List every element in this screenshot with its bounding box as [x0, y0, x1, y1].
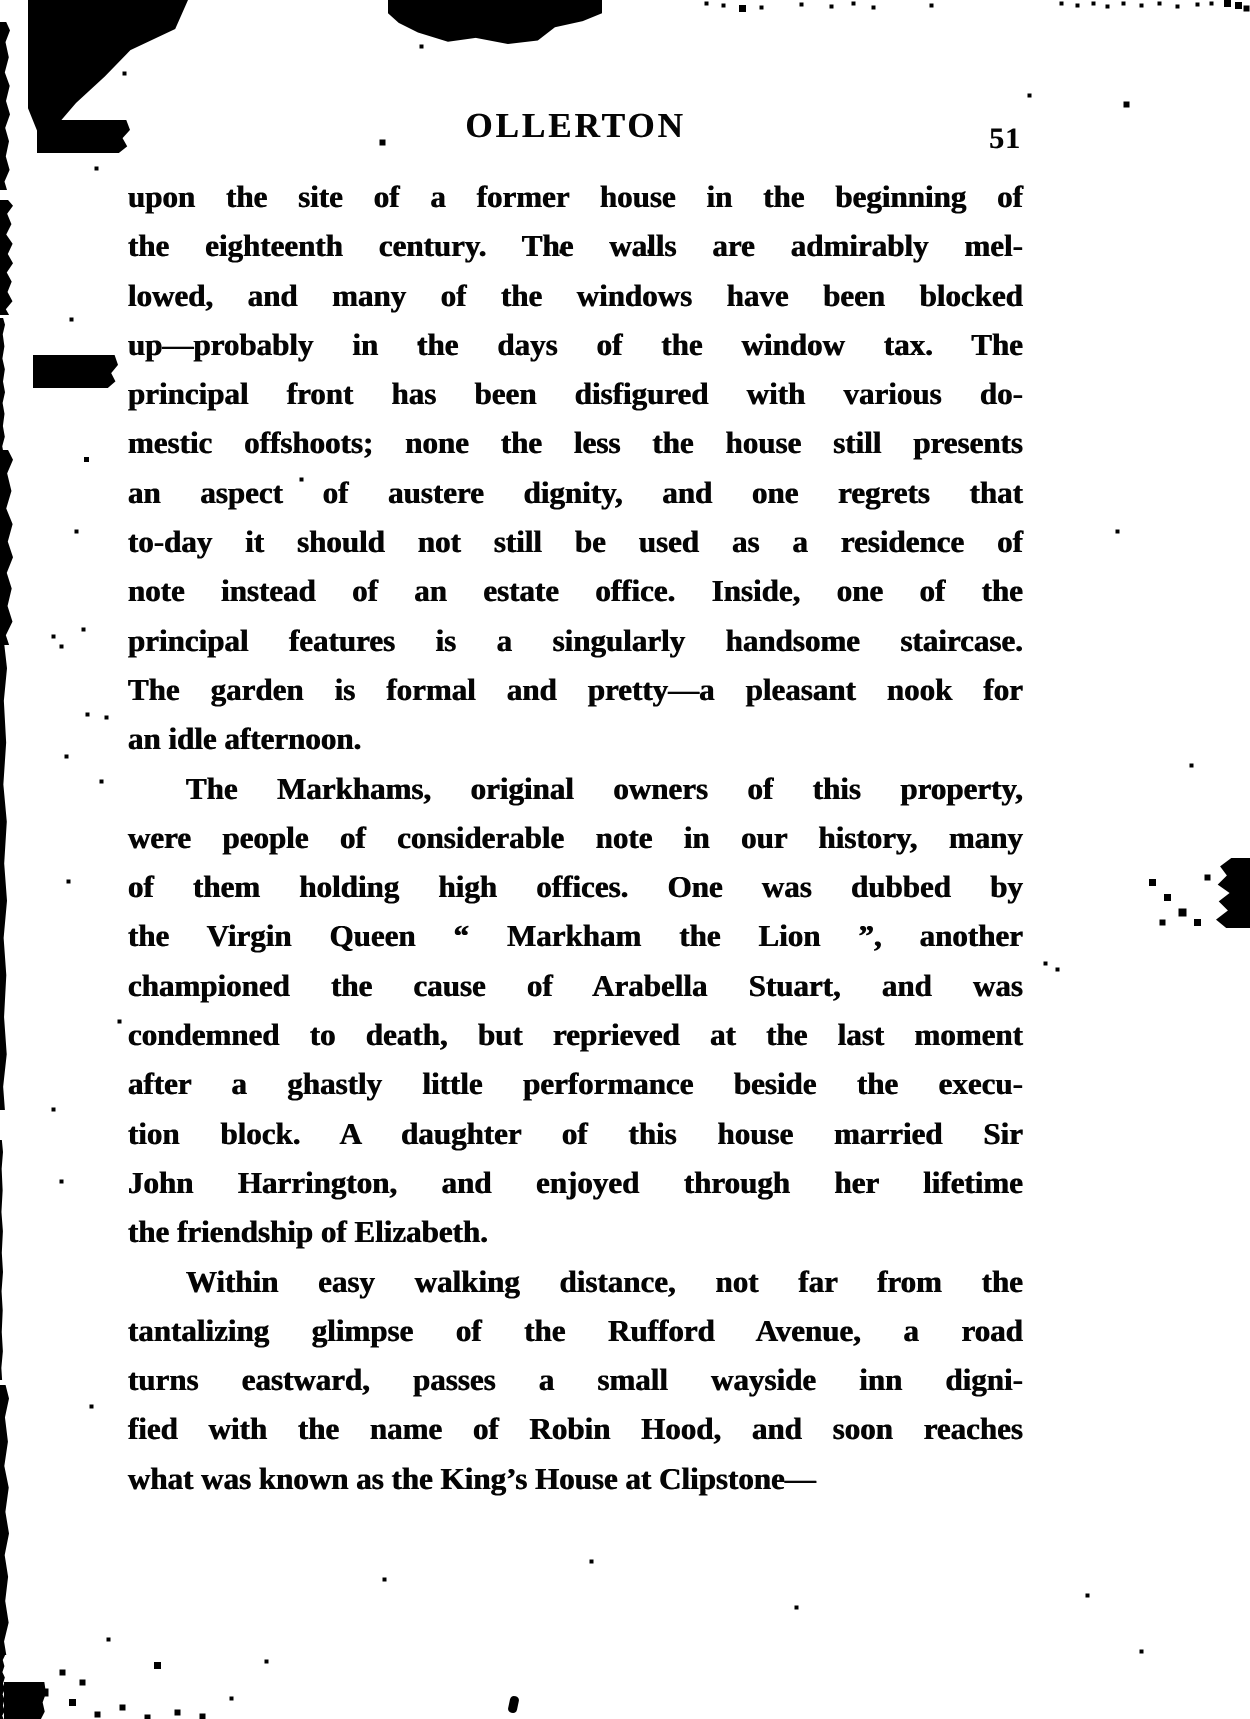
text-block [128, 172, 1023, 1503]
scan-speckles-large [0, 0, 5, 5]
scan-edge-strip [0, 22, 10, 190]
scan-blot-top-center [388, 0, 602, 44]
scan-blot-bottom-left [4, 1682, 46, 1719]
scan-edge-strip [0, 200, 13, 315]
text-line: to-day it should not still be used as a residence of [128, 524, 1023, 560]
paragraph [128, 764, 1023, 1257]
text-line: principal features is a singularly handsome staircase. [128, 622, 1023, 658]
scan-bar-header-left [37, 120, 130, 153]
text-line: what was known as the King’s House at Clipstone— [128, 1460, 816, 1496]
scan-edge-strip [0, 318, 5, 453]
text-line: championed the cause of Arabella Stuart, and was [128, 967, 1023, 1003]
text-line: note instead of an estate office. Inside, one of the [128, 573, 1023, 609]
text-line: John Harrington, and enjoyed through her lifetime [128, 1164, 1023, 1200]
text-line: Within easy walking distance, not far from the [186, 1263, 1023, 1299]
text-line: The garden is formal and pretty—a pleasant nook for [128, 671, 1023, 707]
text-line: the eighteenth century. The walls are admirably mel- [128, 228, 1023, 264]
scan-mark-bottom-center [507, 1695, 519, 1713]
text-line: after a ghastly little performance beside the execu- [128, 1066, 1023, 1102]
text-line: mestic offshoots; none the less the house still presents [128, 425, 1023, 461]
scan-edge-strip [0, 645, 7, 1110]
text-line: fied with the name of Robin Hood, and soon reaches [128, 1411, 1023, 1447]
text-line: upon the site of a former house in the beginning of [128, 179, 1023, 214]
text-line: condemned to death, but reprieved at the last moment [128, 1017, 1023, 1053]
scan-edge-strip [0, 450, 13, 645]
paragraph [128, 1257, 1023, 1503]
page-title: OLLERTON [465, 106, 686, 145]
text-line: lowed, and many of the windows have been blocked [128, 277, 1023, 313]
text-line: turns eastward, passes a small wayside inn digni- [128, 1362, 1023, 1398]
text-line: were people of considerable note in our history, many [128, 819, 1023, 855]
text-line: up—probably in the days of the window tax. The [128, 326, 1023, 362]
page-number: 51 [989, 122, 1021, 155]
text-line: The Markhams, original owners of this property, [186, 770, 1023, 806]
scan-blot-right-margin [1216, 858, 1250, 928]
scan-edge-strip [0, 1385, 9, 1655]
paragraph [128, 172, 1023, 764]
text-line: of them holding high offices. One was dubbed by [128, 869, 1023, 905]
scan-edge-strip [0, 1140, 3, 1380]
scan-bar-margin-left [33, 355, 118, 388]
running-head [128, 106, 1023, 158]
text-line: tion block. A daughter of this house married Sir [128, 1115, 1023, 1151]
text-line: an idle afternoon. [128, 721, 362, 757]
text-line: an aspect of austere dignity, and one regrets that [128, 474, 1023, 510]
text-line: tantalizing glimpse of the Rufford Avenue, a road [128, 1312, 1023, 1348]
text-line: the Virgin Queen “ Markham the Lion ”, another [128, 918, 1023, 954]
text-line: principal front has been disfigured with various do- [128, 376, 1023, 412]
text-line: the friendship of Elizabeth. [128, 1214, 488, 1250]
